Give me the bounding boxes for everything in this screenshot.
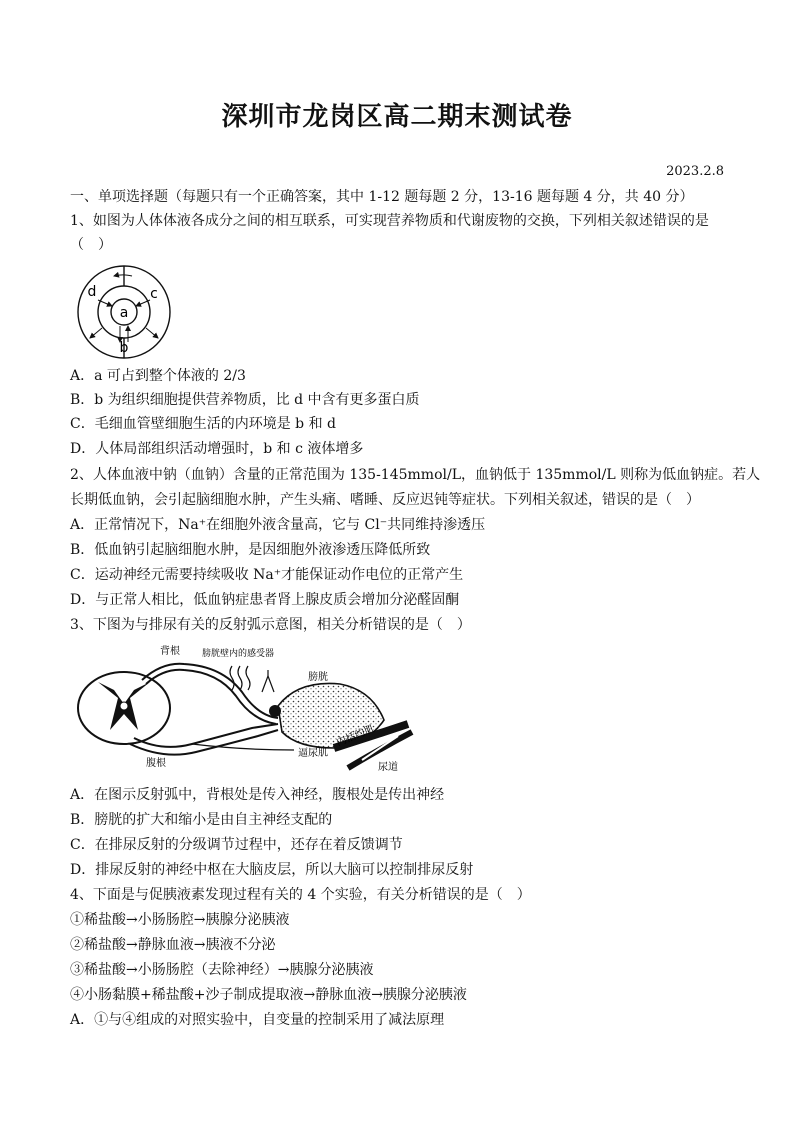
section-heading: 一、单项选择题（每题只有一个正确答案，其中 1-12 题每题 2 分，13-16 题每题 4 分，共 40 分） <box>70 189 694 205</box>
q4-experiment-4: ④小肠黏膜+稀盐酸+沙子制成提取液→静脉血液→胰腺分泌胰液 <box>70 987 467 1003</box>
label-b: b <box>119 340 129 356</box>
label-urethra: 尿道 <box>378 762 398 773</box>
q4-option-a: A．①与④组成的对照实验中，自变量的控制采用了减法原理 <box>70 1012 445 1028</box>
q4-experiment-2: ②稀盐酸→静脉血液→胰液不分泌 <box>70 937 276 953</box>
q3-option-d: D．排尿反射的神经中枢在大脑皮层，所以大脑可以控制排尿反射 <box>70 862 474 878</box>
q2-option-c: C．运动神经元需要持续吸收 Na⁺才能保证动作电位的正常产生 <box>70 567 464 583</box>
q1-stem: 1、如图为人体体液各成分之间的相互联系，可实现营养物质和代谢废物的交换，下列相关叙述错误的是 <box>70 213 709 229</box>
q1-option-c: C．毛细血管壁细胞生活的内环境是 b 和 d <box>70 416 336 432</box>
page-title: 深圳市龙岗区高二期末测试卷 <box>221 102 573 132</box>
label-bladder: 膀胱 <box>308 672 328 683</box>
label-d: d <box>87 284 97 300</box>
body-fluid-diagram <box>74 262 174 362</box>
exam-date: 2023.2.8 <box>666 164 724 179</box>
label-c: c <box>150 286 158 302</box>
label-a: a <box>119 305 129 321</box>
q4-experiment-3: ③稀盐酸→小肠肠腔（去除神经）→胰腺分泌胰液 <box>70 962 374 978</box>
label-receptor: 膀胱壁内的感受器 <box>202 649 275 659</box>
q3-stem: 3、下图为与排尿有关的反射弧示意图，相关分析错误的是（ ） <box>70 617 471 633</box>
q1-option-a: A．a 可占到整个体液的 2/3 <box>70 368 246 384</box>
label-sphincter: 内括约肌 <box>335 723 377 749</box>
q3-option-b: B．膀胱的扩大和缩小是由自主神经支配的 <box>70 812 333 828</box>
q3-option-a: A．在图示反射弧中，背根处是传入神经，腹根处是传出神经 <box>70 787 445 803</box>
q2-stem: 2、人体血液中钠（血钠）含量的正常范围为 135-145mmol/L，血钠低于 135mmol/L 则称为低血钠症。若人 <box>70 467 761 483</box>
label-ventral-root: 腹根 <box>146 758 166 769</box>
reflex-arc-diagram <box>72 640 422 780</box>
q1-stem-cont: （ ） <box>70 237 112 253</box>
q4-experiment-1: ①稀盐酸→小肠肠腔→胰腺分泌胰液 <box>70 912 290 928</box>
q4-stem: 4、下面是与促胰液素发现过程有关的 4 个实验，有关分析错误的是（ ） <box>70 887 531 903</box>
q2-stem-cont: 长期低血钠，会引起脑细胞水肿，产生头痛、嗜睡、反应迟钝等症状。下列相关叙述，错误的是（ ） <box>70 492 700 508</box>
q2-option-d: D．与正常人相比，低血钠症患者肾上腺皮质会增加分泌醛固酮 <box>70 592 460 608</box>
q1-option-b: B．b 为组织细胞提供营养物质，比 d 中含有更多蛋白质 <box>70 392 420 408</box>
label-dorsal-root: 背根 <box>160 646 180 657</box>
q2-option-a: A．正常情况下，Na⁺在细胞外液含量高，它与 Cl⁻共同维持渗透压 <box>70 517 486 533</box>
q3-option-c: C．在排尿反射的分级调节过程中，还存在着反馈调节 <box>70 837 403 853</box>
label-detrusor: 逼尿肌 <box>298 748 328 759</box>
q2-option-b: B．低血钠引起脑细胞水肿，是因细胞外液渗透压降低所致 <box>70 542 431 558</box>
q1-option-d: D．人体局部组织活动增强时，b 和 c 液体增多 <box>70 441 364 457</box>
